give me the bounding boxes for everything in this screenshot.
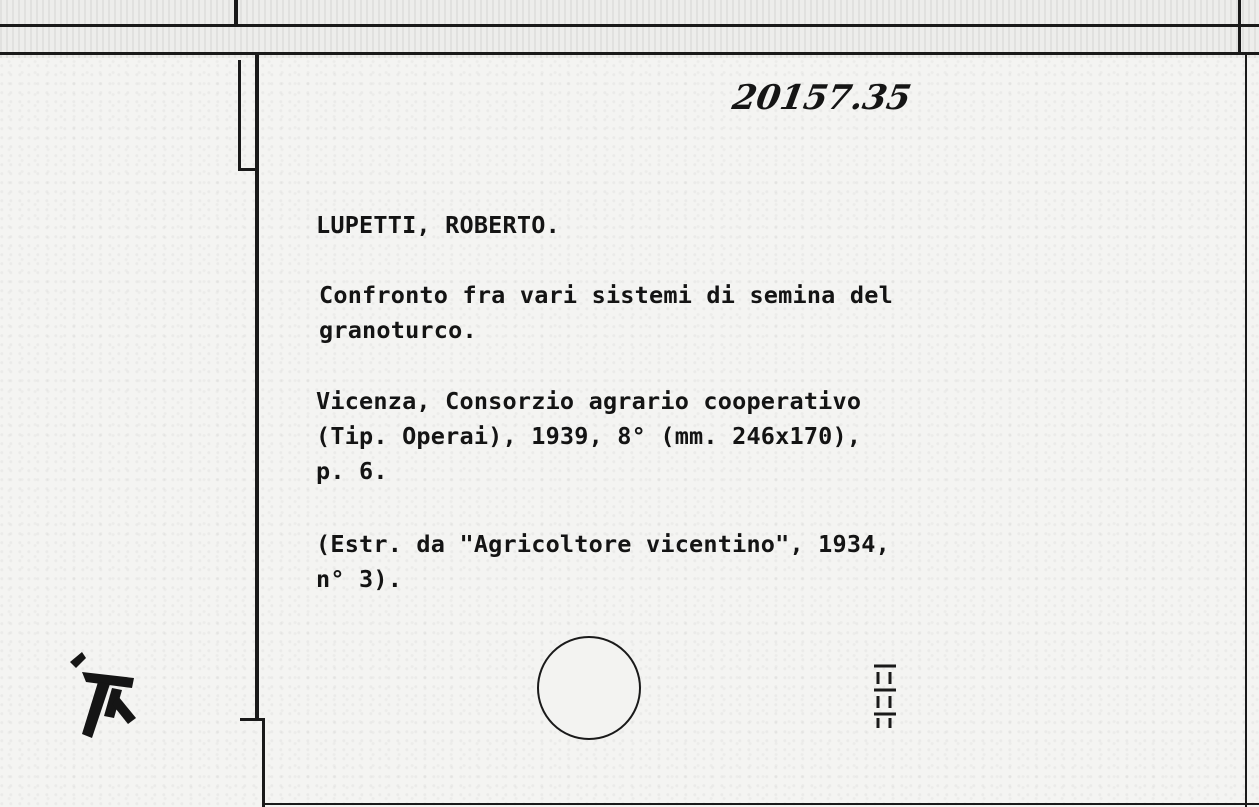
vertical-stamp-mark — [868, 660, 904, 732]
title-line-1: Confronto fra vari sistemi di semina del — [319, 281, 893, 309]
card-right-edge — [1245, 55, 1247, 807]
card-left-edge — [255, 55, 259, 720]
top-strip-divider — [234, 0, 238, 24]
imprint-line-2: (Tip. Operai), 1939, 8° (mm. 246x170), — [316, 422, 862, 450]
top-strip-right-edge — [1238, 0, 1241, 55]
rotated-f-stamp-icon — [62, 648, 144, 744]
card-left-tab — [238, 60, 241, 170]
catalog-number: 20157.35 — [729, 78, 914, 118]
imprint-line-1: Vicenza, Consorzio agrario cooperativo — [316, 387, 862, 415]
imprint-line-3: p. 6. — [316, 457, 388, 485]
note-line-1: (Estr. da "Agricoltore vicentino", 1934, — [316, 530, 890, 558]
previous-card-strip — [0, 0, 1259, 58]
card-bottom-edge — [262, 803, 1259, 805]
top-rule-lower — [0, 52, 1259, 55]
card-left-notch — [240, 718, 265, 721]
author-heading: LUPETTI, ROBERTO. — [316, 211, 560, 239]
card-left-edge-lower — [262, 720, 265, 807]
top-rule-upper — [0, 24, 1259, 27]
title-line-2: granoturco. — [319, 316, 477, 344]
punch-hole-icon — [537, 636, 641, 740]
note-line-2: n° 3). — [316, 565, 403, 593]
card-left-tab-bottom — [238, 168, 258, 171]
